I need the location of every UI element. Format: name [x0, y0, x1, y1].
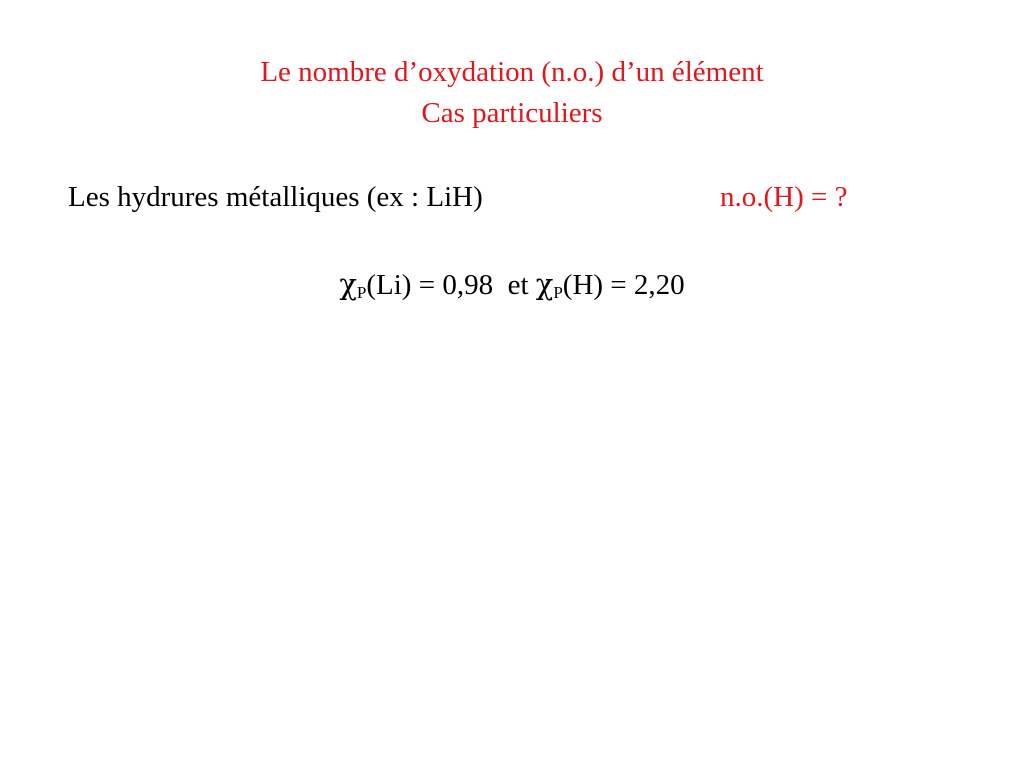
title-line-1: Le nombre d’oxydation (n.o.) d’un élément: [260, 56, 764, 88]
oxidation-number-question: n.o.(H) = ?: [720, 181, 848, 213]
formula-li-value: (Li) = 0,98 et: [366, 269, 536, 301]
slide-title: [0, 52, 1024, 134]
pauling-subscript-li: P: [356, 283, 367, 302]
pauling-subscript-h: P: [553, 283, 563, 302]
subject-text: Les hydrures métalliques (ex : LiH): [68, 181, 483, 213]
title-line-2: Cas particuliers: [421, 97, 603, 129]
formula-h-value: (H) = 2,20: [562, 269, 685, 301]
chi-symbol-h: χ: [535, 267, 554, 301]
chi-symbol-li: χ: [339, 267, 357, 301]
electronegativity-formula: [0, 266, 1024, 303]
